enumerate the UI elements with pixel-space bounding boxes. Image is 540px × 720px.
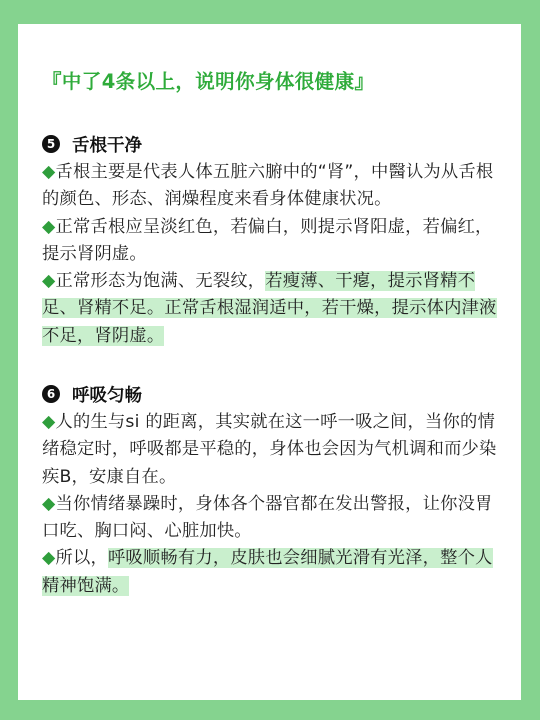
paragraph-text: 舌根主要是代表人体五脏六腑中的“肾”，中醫认为从舌根的颜色、形态、润燥程度来看身体健康状况。: [42, 162, 494, 210]
section-title: 呼吸匀畅: [72, 385, 142, 406]
paragraph-text: 正常舌根应呈淡红色，若偏白，则提示肾阳虚，若偏红，提示肾阴虚。: [42, 216, 493, 264]
number-badge: 5: [42, 135, 60, 153]
paragraph: [42, 491, 502, 546]
diamond-bullet-icon: ◆: [42, 216, 56, 237]
diamond-bullet-icon: ◆: [42, 271, 56, 292]
highlighted-text: 呼吸顺畅有力，皮肤也会细腻光滑有光泽，整个人精神饱满。: [42, 548, 493, 596]
author-handle: @百岁老人培养手册: [195, 672, 345, 691]
paragraph-text: 所以，: [55, 548, 108, 569]
diamond-bullet-icon: ◆: [42, 493, 56, 514]
paragraph: [42, 268, 502, 350]
highlighted-text: 若瘦薄、干瘪，提示肾精不足、肾精不足。正常舌根湿润适中，若干燥，提示体内津液不足，肾阴虚。: [42, 271, 497, 346]
paragraph-text: 正常形态为饱满、无裂纹，: [55, 271, 266, 292]
paragraph-text: 当你情绪暴躁时，身体各个器官都在发出警报，让你没胃口吃、胸口闷、心脏加快。: [42, 493, 493, 542]
paragraph: [42, 214, 502, 269]
paragraph: [42, 409, 502, 491]
section-heading: [42, 129, 502, 159]
section-tongue-root: [42, 129, 502, 350]
section-breathing: [42, 379, 502, 600]
section-heading: [42, 379, 502, 409]
page-title: 『中了4条以上，说明你身体很健康』: [42, 70, 375, 93]
section-title: 舌根干净: [72, 135, 142, 156]
paragraph-text: 人的生与si 的距离，其实就在这一呼一吸之间，当你的情绪稳定时，呼吸都是平稳的，身体也会因为气机调和而少染疾B，安康自在。: [42, 412, 497, 487]
diamond-bullet-icon: ◆: [42, 412, 56, 432]
paragraph: [42, 545, 502, 600]
number-badge: 6: [42, 385, 60, 403]
diamond-bullet-icon: ◆: [42, 162, 56, 182]
paragraph: [42, 159, 502, 214]
diamond-bullet-icon: ◆: [42, 548, 56, 569]
